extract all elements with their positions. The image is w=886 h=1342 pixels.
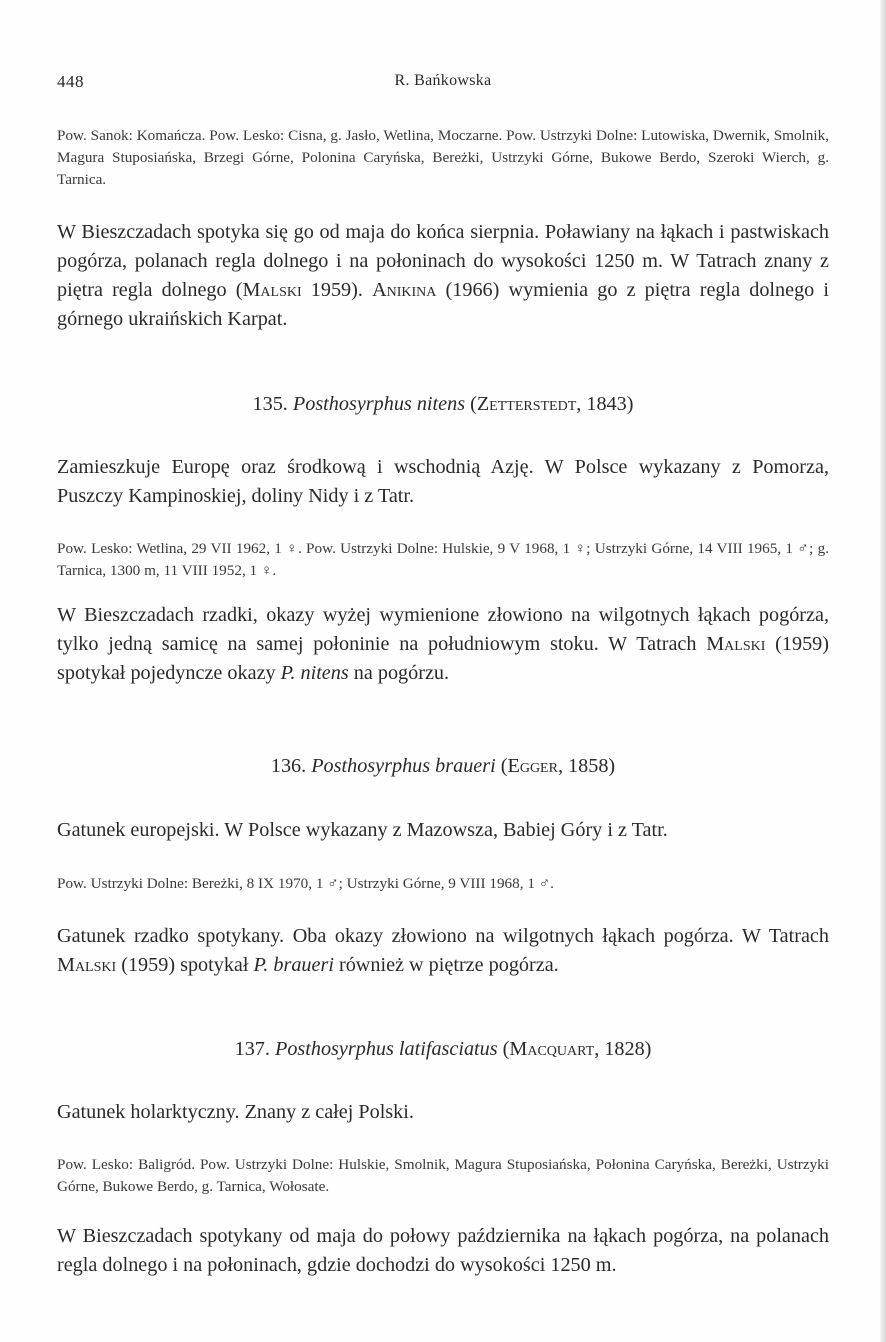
notes-136: Gatunek rzadko spotykany. Oba okazy złowiono na wilgotnych łąkach pogórza. W Tatrach Malski (1959) spotykał P. braueri również w piętrze pogórza. [57, 925, 829, 976]
species-heading-135: 135. Posthosyrphus nitens (Zetterstedt, 1843) [252, 393, 634, 415]
species-author: Macquart [509, 1038, 595, 1060]
distribution-136: Gatunek europejski. W Polsce wykazany z Mazowsza, Babiej Góry i z Tatr. [57, 819, 668, 841]
species-author: Egger [507, 755, 558, 777]
locality-list-intro: Pow. Sanok: Komańcza. Pow. Lesko: Cisna, g. Jasło, Wetlina, Moczarne. Pow. Ustrzyki Dolne: Lutowiska, Dwernik, Smolnik, Magura Stuposiańska, Brzegi Górne, Polonina Caryńska, Bereżki, Ustrzyki Górne, Bukowe Berdo, Szeroki Wierch, g. Tarnica. [57, 127, 829, 188]
locality-list-135: Pow. Lesko: Wetlina, 29 VII 1962, 1 ♀. Pow. Ustrzyki Dolne: Hulskie, 9 V 1968, 1 ♀; Ustrzyki Górne, 14 VIII 1965, 1 ♂; g. Tarnica, 1300 m, 11 VIII 1952, 1 ♀. [57, 540, 829, 579]
distribution-135: Zamieszkuje Europę oraz środkową i wschodnią Azję. W Polsce wykazany z Pomorza, Puszczy Kampinoskiej, doliny Nidy i z Tatr. [57, 456, 829, 507]
notes-137: W Bieszczadach spotykany od maja do połowy października na łąkach pogórza, na polanach regla dolnego i na połoninach, gdzie dochodzi do wysokości 1250 m. [57, 1225, 829, 1276]
locality-list-137: Pow. Lesko: Baligród. Pow. Ustrzyki Dolne: Hulskie, Smolnik, Magura Stuposiańska, Połonina Caryńska, Bereżki, Ustrzyki Górne, Bukowe Berdo, g. Tarnica, Wołosate. [57, 1156, 829, 1195]
author-citation: Malski [57, 954, 117, 976]
locality-list-136: Pow. Ustrzyki Dolne: Bereżki, 8 IX 1970, 1 ♂; Ustrzyki Górne, 9 VIII 1968, 1 ♂. [57, 875, 554, 892]
author-citation: Malski [242, 279, 302, 301]
page-number: 448 [57, 72, 84, 91]
author-citation: Malski [706, 633, 766, 655]
page-edge-shadow [880, 0, 886, 1342]
distribution-137: Gatunek holarktyczny. Znany z całej Polski. [57, 1101, 414, 1123]
species-author: Zetterstedt [476, 393, 577, 415]
page-header [57, 72, 829, 98]
paragraph-intro: W Bieszczadach spotyka się go od maja do końca sierpnia. Poławiany na łąkach i pastwiskach pogórza, polanach regla dolnego i na połoninach do wysokości 1250 m. W Tatrach znany z piętra regla dolnego (Malski 1959). Anikina (1966) wymienia go z piętra regla dolnego i górnego ukraińskich Karpat. [57, 221, 830, 330]
species-name: Posthosyrphus latifasciatus [274, 1038, 498, 1060]
author-citation: Anikina [372, 279, 437, 301]
notes-135: W Bieszczadach rzadki, okazy wyżej wymienione złowiono na wilgotnych łąkach pogórza, tylko jedną samicę na samej połoninie na południowym stoku. W Tatrach Malski (1959) spotykał pojedyncze okazy P. nitens na pogórzu. [57, 604, 829, 684]
species-abbrev: P. braueri [253, 954, 334, 976]
species-heading-136: 136. Posthosyrphus braueri (Egger, 1858) [270, 755, 616, 777]
species-heading-137: 137. Posthosyrphus latifasciatus (Macquart, 1828) [234, 1038, 652, 1060]
running-head: R. Bańkowska [394, 72, 492, 89]
species-name: Posthosyrphus nitens [292, 393, 466, 415]
species-name: Posthosyrphus braueri [311, 755, 496, 777]
species-abbrev: P. nitens [280, 662, 349, 684]
